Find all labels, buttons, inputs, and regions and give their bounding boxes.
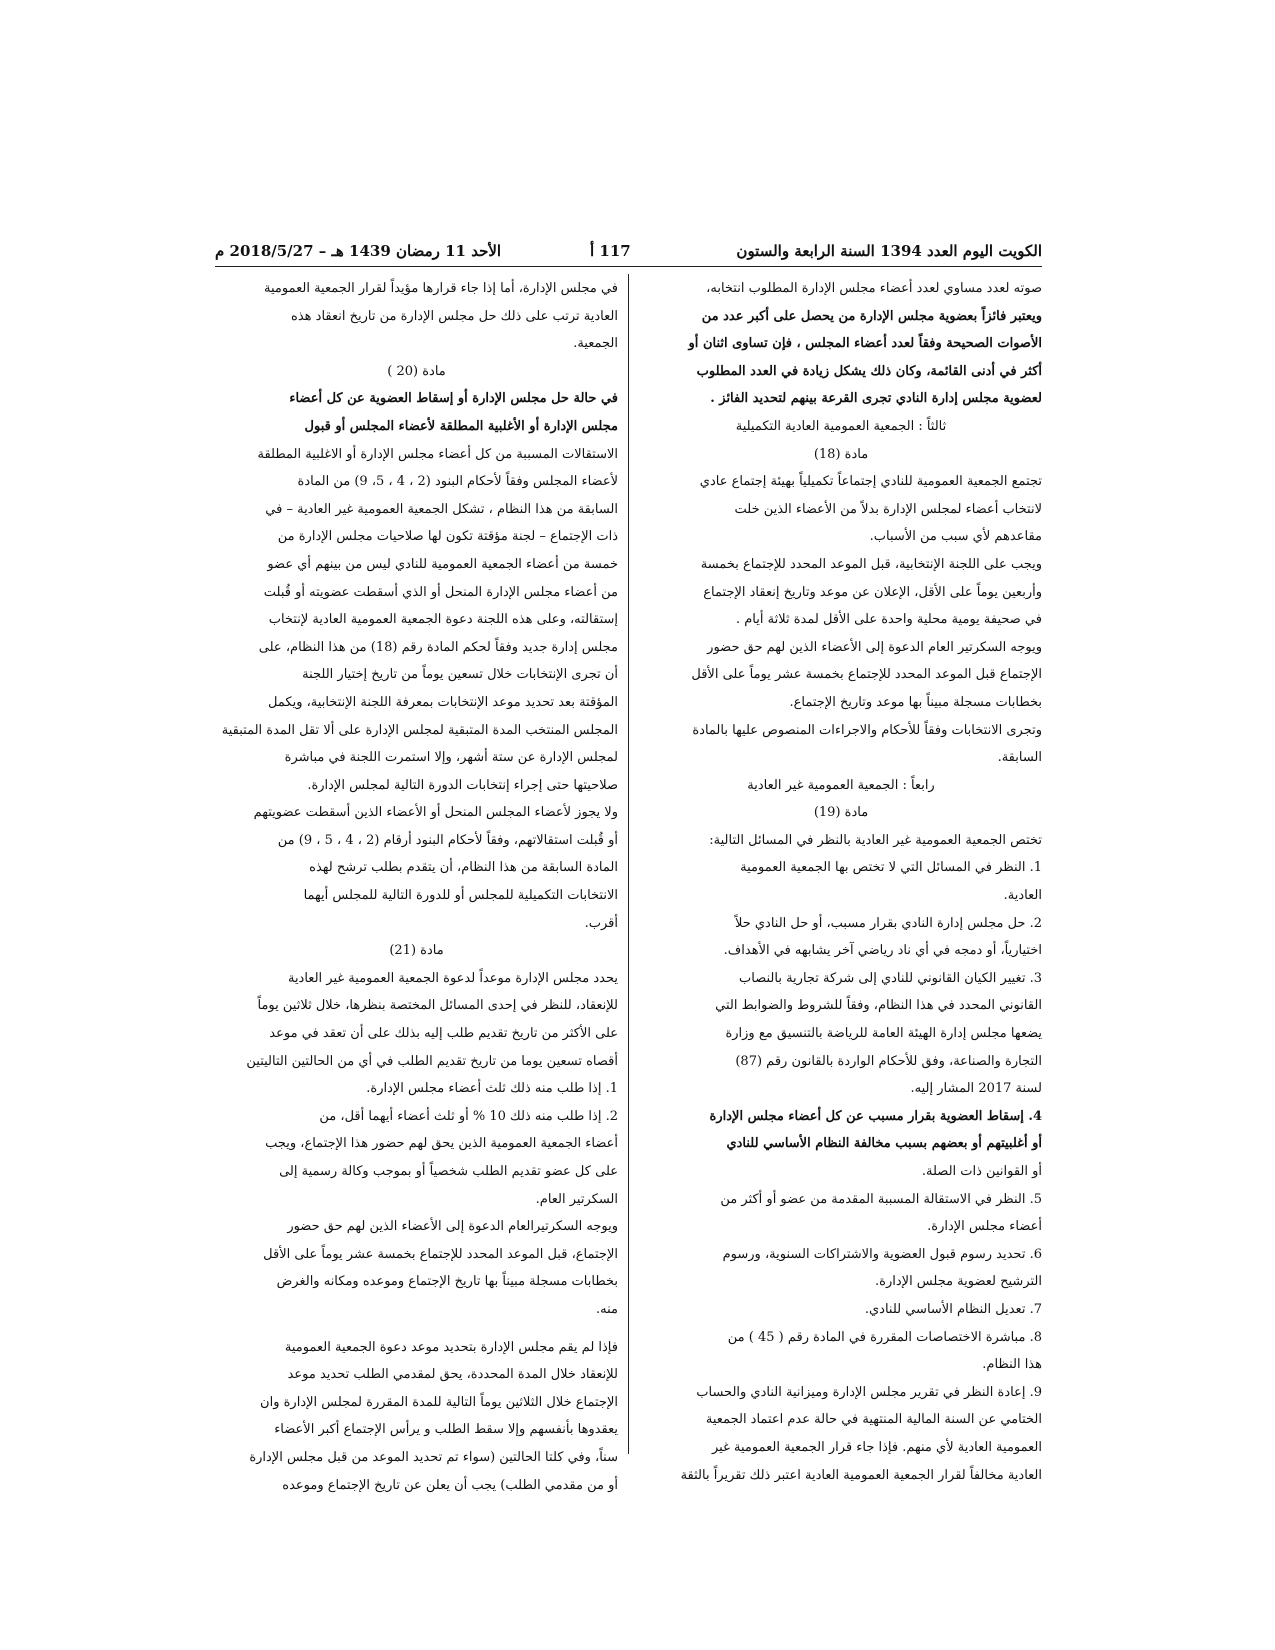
article-heading: مادة (20 ) — [387, 363, 446, 379]
article-heading: مادة (18) — [813, 446, 869, 462]
article-heading: مادة (19) — [813, 805, 869, 821]
text-line: المؤقتة بعد تحديد موعد الإنتخابات بمعرفة اللجنة الإنتخابية، ويكمل — [268, 694, 618, 710]
section-heading: رابعاً : الجمعية العمومية غير العادية — [747, 777, 935, 793]
text-line: لسنة 2017 المشار إليه. — [910, 1081, 1042, 1097]
text-line: ويوجه السكرتير العام الدعوة إلى الأعضاء الذين لهم حق حضور — [707, 639, 1042, 655]
text-line: أن تجرى الإنتخابات خلال تسعين يوماً من تاريخ إختيار اللجنة — [302, 667, 618, 683]
text-line: فإذا لم يقم مجلس الإدارة بتحديد موعد دعوة الجمعية العمومية — [284, 1339, 618, 1355]
text-line: الختامي عن السنة المالية المنتهية في حالة عدم اعتماد الجمعية — [705, 1412, 1042, 1428]
text-line: وتجرى الانتخابات وفقاً للأحكام والاجراءات المنصوص عليها بالمادة — [692, 722, 1042, 738]
left-column — [215, 275, 618, 1493]
text-line: العادية ترتب على ذلك حل مجلس الإدارة من تاريخ انعقاد هذه — [291, 308, 618, 324]
paragraph-gap — [215, 1324, 618, 1334]
text-line: يضعها مجلس إدارة الهيئة العامة للرياضة بالتنسيق مع وزارة — [725, 1026, 1042, 1042]
text-line: 9. إعادة النظر في تقرير مجلس الإدارة وميزانية النادي والحساب — [696, 1384, 1042, 1400]
article-heading: مادة (21) — [389, 943, 444, 959]
text-line: خمسة من أعضاء الجمعية العمومية للنادي ليس من بينهم أي عضو — [267, 556, 618, 572]
text-line: الإجتماع قبل الموعد المحدد للإجتماع بخمسة عشر يوماً على الأقل — [691, 667, 1042, 683]
text-line: 2. إذا طلب منه ذلك 10 % أو ثلث أعضاء أيهما أقل، من — [319, 1108, 618, 1124]
text-line: 2. حل مجلس إدارة النادي بقرار مسبب، أو حل النادي حلاً — [734, 915, 1042, 931]
text-line: أعضاء مجلس الإدارة. — [927, 1219, 1042, 1235]
text-line: أكثر في أدنى القائمة، وكان ذلك يشكل زيادة في العدد المطلوب — [696, 363, 1042, 379]
text-line: الاستقالات المسببة من كل أعضاء مجلس الإدارة أو الاغلبية المطلقة — [257, 446, 618, 462]
text-line: 5. النظر في الاستقالة المسببة المقدمة من عضو أو أكثر من — [720, 1191, 1042, 1207]
text-line: العادية. — [1003, 888, 1042, 904]
text-line: مجلس الإدارة أو الأغلبية المطلقة لأعضاء المجلس أو قبول — [304, 418, 618, 434]
text-line: المجلس المنتخب المدة المتبقية لمجلس الإدارة على ألا تقل المدة المتبقية — [221, 722, 618, 738]
text-line: أو أغلبيتهم أو بعضهم بسبب مخالفة النظام الأساسي للنادي — [726, 1136, 1042, 1152]
text-line: إستقالته، وعلى هذه اللجنة دعوة الجمعية العمومية العادية لإنتخاب — [268, 612, 618, 628]
text-line: في مجلس الإدارة، أما إذا جاء قرارها مؤيداً لقرار الجمعية العمومية — [264, 281, 618, 296]
issue-date: الأحد 11 رمضان 1439 هـ – 2018/5/27 م — [215, 242, 502, 260]
text-line: 7. تعديل النظام الأساسي للنادي. — [864, 1301, 1042, 1317]
text-line: العادية مخالفاً لقرار الجمعية العمومية العادية اعتبر ذلك تقريراً بالثقة — [680, 1467, 1042, 1483]
text-line: 3. تغيير الكيان القانوني للنادي إلى شركة تجارية بالنصاب — [739, 970, 1042, 986]
text-line: اختيارياً، أو دمجه في أي ناد رياضي آخر يشابهه في الأهداف. — [723, 943, 1042, 959]
text-line: على كل عضو تقديم الطلب شخصياً أو بموجب وكالة رسمية إلى — [279, 1164, 618, 1179]
text-line: يحدد مجلس الإدارة موعداً لدعوة الجمعية العمومية غير العادية — [287, 970, 618, 986]
text-line: العمومية العادية لأي منهم. فإذا جاء قرار الجمعية العمومية غير — [712, 1439, 1042, 1455]
text-line: أو قُبلت استقالاتهم، وفقاً لأحكام البنود أرقام (2 ، 4 ، 5 ، 9) من — [277, 832, 618, 848]
text-line: صلاحيتها حتى إجراء إنتخابات الدورة التالية لمجلس الإدارة. — [307, 777, 618, 793]
text-line: أو من مقدمي الطلب) يجب أن يعلن عن تاريخ الإجتماع وموعده — [282, 1477, 618, 1493]
text-line: لانتخاب أعضاء لمجلس الإدارة بدلاً من الأعضاء الذين خلت — [734, 501, 1042, 517]
text-line: ويوجه السكرتيرالعام الدعوة إلى الأعضاء الذين لهم حق حضور — [287, 1219, 618, 1235]
text-line: أعضاء الجمعية العمومية الذين يحق لهم حضور هذا الإجتماع، ويجب — [265, 1136, 618, 1152]
text-line: لأعضاء المجلس وفقاً لأحكام البنود (2 ، 4 ، 5، 9) من المادة — [297, 474, 618, 490]
text-line: السابقة من هذا النظام ، تشكل الجمعية العمومية غير العادية – في — [265, 501, 618, 517]
text-line: بخطابات مسجلة مبيناً بها موعد وتاريخ الإجتماع. — [789, 694, 1042, 710]
text-line: 6. تحديد رسوم قبول العضوية والاشتراكات السنوية، ورسوم — [722, 1246, 1042, 1262]
text-line: بخطابات مسجلة مبيناً بها تاريخ الإجتماع وموعده ومكانه والغرض — [276, 1274, 618, 1290]
text-line: لمجلس الإدارة عن ستة أشهر، وإلا استمرت اللجنة في مباشرة — [284, 750, 618, 766]
text-line: الجمعية. — [573, 336, 618, 352]
text-line: أقصاه تسعين يوما من تاريخ تقديم الطلب في أي من الحالتين التاليتين — [246, 1053, 618, 1069]
text-line: تجتمع الجمعية العمومية للنادي إجتماعاً تكميلياً بهيئة إجتماع عادي — [699, 474, 1042, 490]
text-line: 4. إسقاط العضوية بقرار مسبب عن كل أعضاء مجلس الإدارة — [709, 1108, 1042, 1124]
text-line: صوته لعدد مساوي لعدد أعضاء مجلس الإدارة المطلوب انتخابه، — [706, 281, 1042, 296]
text-line: للإنعقاد خلال المدة المحددة، يحق لمقدمي الطلب تحديد موعد — [287, 1367, 618, 1383]
text-line: في صحيفة يومية محلية واحدة على الأقل لمدة ثلاثة أيام . — [735, 612, 1042, 628]
text-line: يعقدوها بأنفسهم وإلا سقط الطلب و يرأس الإجتماع أكبر الأعضاء — [274, 1422, 618, 1438]
text-line: تختص الجمعية العمومية غير العادية بالنظر في المسائل التالية: — [709, 832, 1042, 848]
text-line: ويعتبر فائزاً بعضوية مجلس الإدارة من يحصل على أكبر عدد من — [701, 308, 1042, 324]
text-line: السكرتير العام. — [535, 1191, 618, 1207]
text-line: هذا النظام. — [982, 1357, 1042, 1373]
right-column — [640, 275, 1042, 1483]
text-line: مجلس إدارة جديد وفقاً لحكم المادة رقم (18) من هذا النظام، على — [258, 639, 618, 655]
text-line: مقاعدهم لأي سبب من الأسباب. — [869, 529, 1042, 545]
column-divider — [628, 274, 629, 1454]
text-line: أو القوانين ذات الصلة. — [921, 1164, 1042, 1179]
text-line: القانوني المحدد في هذا النظام، وفقاً للشروط والضوابط التي — [715, 998, 1042, 1014]
text-line: ويجب على اللجنة الإنتخابية، قبل الموعد المحدد للإجتماع بخمسة — [700, 556, 1042, 572]
text-line: للإنعقاد، للنظر في إحدى المسائل المختصة بنظرها، خلال ثلاثين يوماً — [257, 998, 618, 1014]
page-header — [215, 238, 1042, 268]
text-line: لعضوية مجلس إدارة النادي تجرى القرعة بينهم لتحديد الفائز . — [710, 391, 1042, 407]
section-heading: ثالثاً : الجمعية العمومية العادية التكميلية — [735, 418, 947, 434]
text-line: على الأكثر من تاريخ تقديم طلب إليه بذلك على أن تعقد في موعد — [269, 1026, 618, 1042]
text-line: سناً، وفي كلتا الحالتين (سواء تم تحديد الموعد من قبل مجلس الإدارة — [249, 1449, 618, 1465]
text-line: 8. مباشرة الاختصاصات المقررة في المادة رقم ( 45 ) من — [727, 1329, 1042, 1345]
text-line: المادة السابقة من هذا النظام، أن يتقدم بطلب ترشح لهذه — [309, 860, 618, 876]
text-line: منه. — [596, 1301, 618, 1317]
text-line: الإجتماع خلال الثلاثين يوماً التالية للمدة المقررة لمجلس الإدارة وان — [260, 1394, 618, 1410]
text-line: 1. إذا طلب منه ذلك ثلث أعضاء مجلس الإدارة. — [366, 1081, 618, 1097]
gazette-issue-info: الكويت اليوم العدد 1394 السنة الرابعة والستون — [736, 242, 1042, 260]
text-line: أقرب. — [584, 915, 618, 931]
header-rule — [215, 266, 1042, 267]
text-line: في حالة حل مجلس الإدارة أو إسقاط العضوية عن كل أعضاء — [289, 391, 618, 407]
text-line: ولا يجوز لأعضاء المجلس المنحل أو الأعضاء الذين أسقطت عضويتهم — [253, 805, 618, 821]
text-line: السابقة. — [997, 750, 1042, 766]
text-line: الإجتماع، قبل الموعد المحدد للإجتماع بخمسة عشر يوماً على الأقل — [263, 1246, 618, 1262]
text-line: ذات الإجتماع – لجنة مؤقتة تكون لها صلاحيات مجلس الإدارة من — [277, 529, 618, 545]
text-line: التجارة والصناعة، وفق للأحكام الواردة بالقانون رقم (87) — [735, 1053, 1042, 1069]
text-line: الأصوات الصحيحة وفقاً لعدد أعضاء المجلس ، فإن تساوى اثنان أو — [688, 336, 1042, 352]
page-number: 117 أ — [590, 242, 631, 260]
text-line: من أعضاء مجلس الإدارة المنحل أو الذي أسقطت عضويته أو قُبلت — [263, 584, 618, 600]
text-line: وأربعين يوماً على الأقل، الإعلان عن موعد وتاريخ إنعقاد الإجتماع — [703, 584, 1042, 600]
text-line: الترشيح لعضوية مجلس الإدارة. — [875, 1274, 1042, 1290]
text-line: الانتخابات التكميلية للمجلس أو للدورة التالية للمجلس أيهما — [303, 888, 618, 904]
text-line: 1. النظر في المسائل التي لا تختص بها الجمعية العمومية — [740, 860, 1042, 876]
